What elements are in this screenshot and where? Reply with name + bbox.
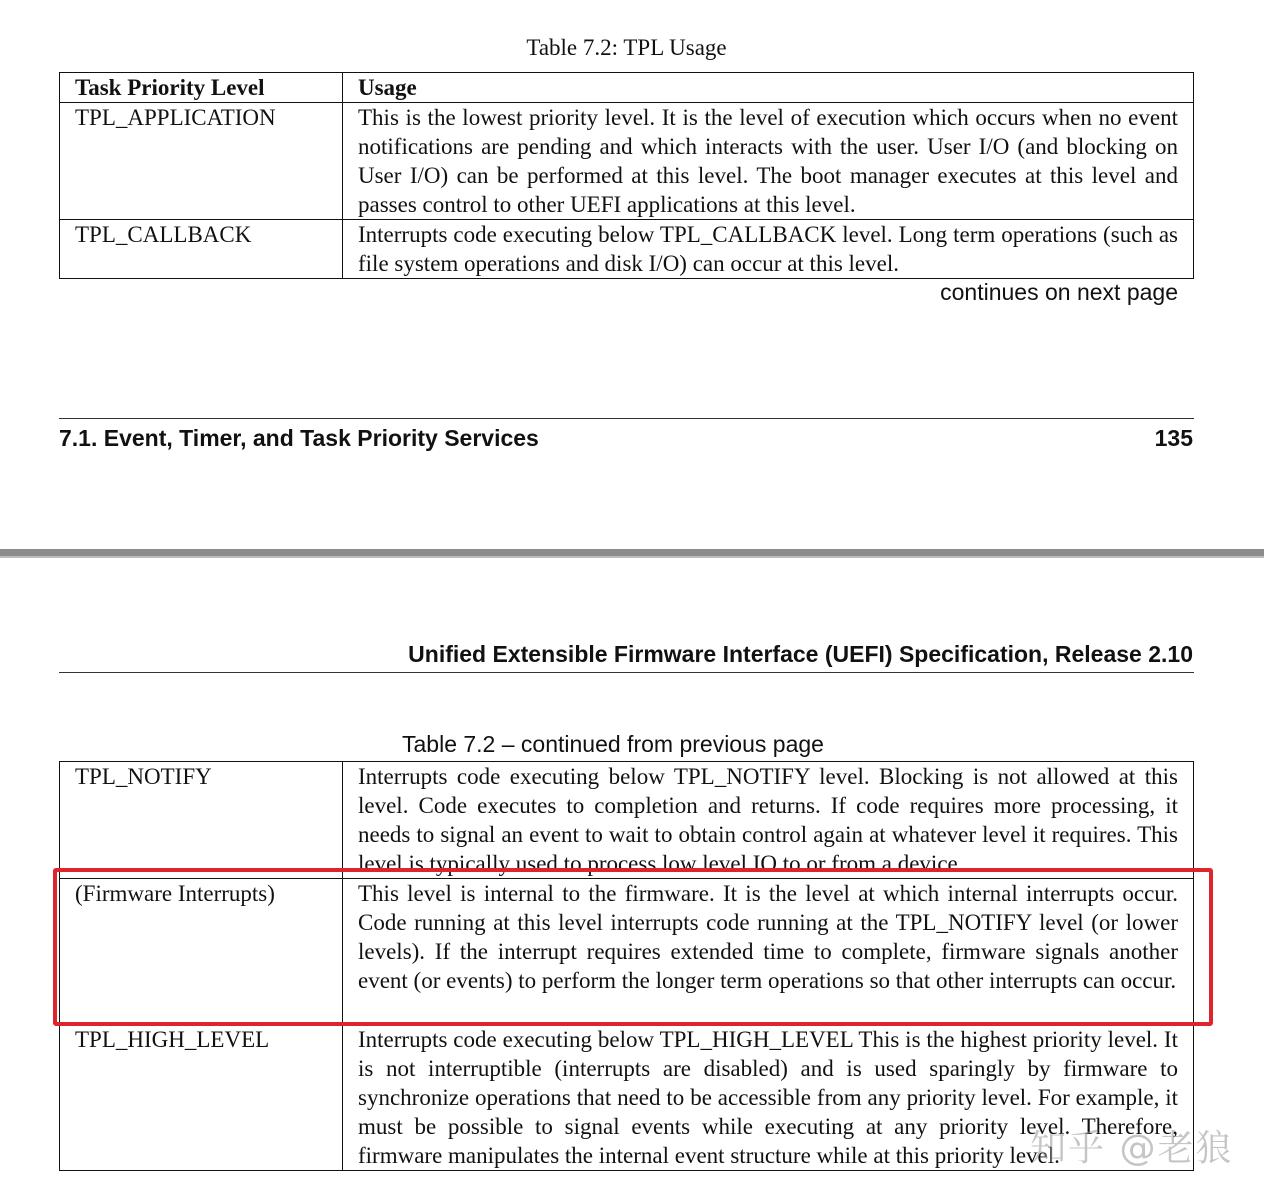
header-task-priority-level: Task Priority Level	[60, 73, 343, 103]
page-separator	[0, 549, 1264, 556]
red-highlight-box	[53, 868, 1213, 1026]
continues-note: continues on next page	[940, 279, 1178, 305]
tpl-usage-cell: This level is internal to the firmware. It is the level at which internal interrupts occur. Code running at this level interrupts code running at the TPL_NOTIFY level (or lower levels). If the interrupt requires extended time to complete, firmware signals another event (or events) to perform the longer term operations so that other interrupts can occur.	[343, 879, 1194, 1025]
table-header-row	[60, 73, 1194, 103]
table-caption: Table 7.2: TPL Usage	[526, 35, 727, 60]
tpl-level-cell: TPL_CALLBACK	[60, 220, 343, 279]
tpl-level-cell: TPL_HIGH_LEVEL	[60, 1025, 343, 1171]
footer-rule	[59, 418, 1194, 419]
tpl-usage-text: Interrupts code executing below TPL_NOTIFY level. Blocking is not allowed at this level. Code executes to completion and returns. If code requires more processing, it needs to signal an event to wait to obtain control again at whatever level it requires. This level is typically used to process low level IO to or from a device.	[358, 764, 1178, 876]
table-row	[60, 103, 1194, 220]
tpl-usage-cell: Interrupts code executing below TPL_CALLBACK level. Long term operations (such as file system operations and disk I/O) can occur at this level.	[343, 220, 1194, 279]
footer-section-title: 7.1. Event, Timer, and Task Priority Services	[59, 425, 539, 451]
tpl-usage-cell	[343, 762, 1194, 879]
tpl-level-cell: (Firmware Interrupts)	[60, 879, 343, 1025]
header-usage: Usage	[343, 73, 1194, 103]
tpl-usage-cell: Interrupts code executing below TPL_HIGH_LEVEL This is the highest priority level. It is not interruptible (interrupts are disabled) and is used sparingly by firmware to synchronize operations that need to be accessible from any priority level. For example, it must be possible to signal events while executing at any priority level. Therefore, firmware manipulates the internal event structure while at this priority level.	[343, 1025, 1194, 1171]
table-row	[60, 762, 1194, 879]
tpl-level-cell: TPL_NOTIFY	[60, 762, 343, 879]
tpl-level-cell: TPL_APPLICATION	[60, 103, 343, 220]
page-separator-shadow	[0, 556, 1264, 558]
footer-page-number: 135	[1154, 425, 1193, 451]
table-continued-caption: Table 7.2 – continued from previous page	[402, 731, 824, 757]
table-row	[60, 1025, 1194, 1171]
tpl-usage-cell: This is the lowest priority level. It is the level of execution which occurs when no event notifications are pending and which interacts with the user. User I/O (and blocking on User I/O) can be performed at this level. The boot manager executes at this level and passes control to other UEFI applications at this level.	[343, 103, 1194, 220]
watermark: 知乎 @老狼	[1030, 1128, 1234, 1169]
tpl-usage-table	[59, 72, 1194, 279]
header-rule	[59, 672, 1194, 673]
page-header-title: Unified Extensible Firmware Interface (UEFI) Specification, Release 2.10	[408, 641, 1193, 667]
table-row	[60, 220, 1194, 279]
